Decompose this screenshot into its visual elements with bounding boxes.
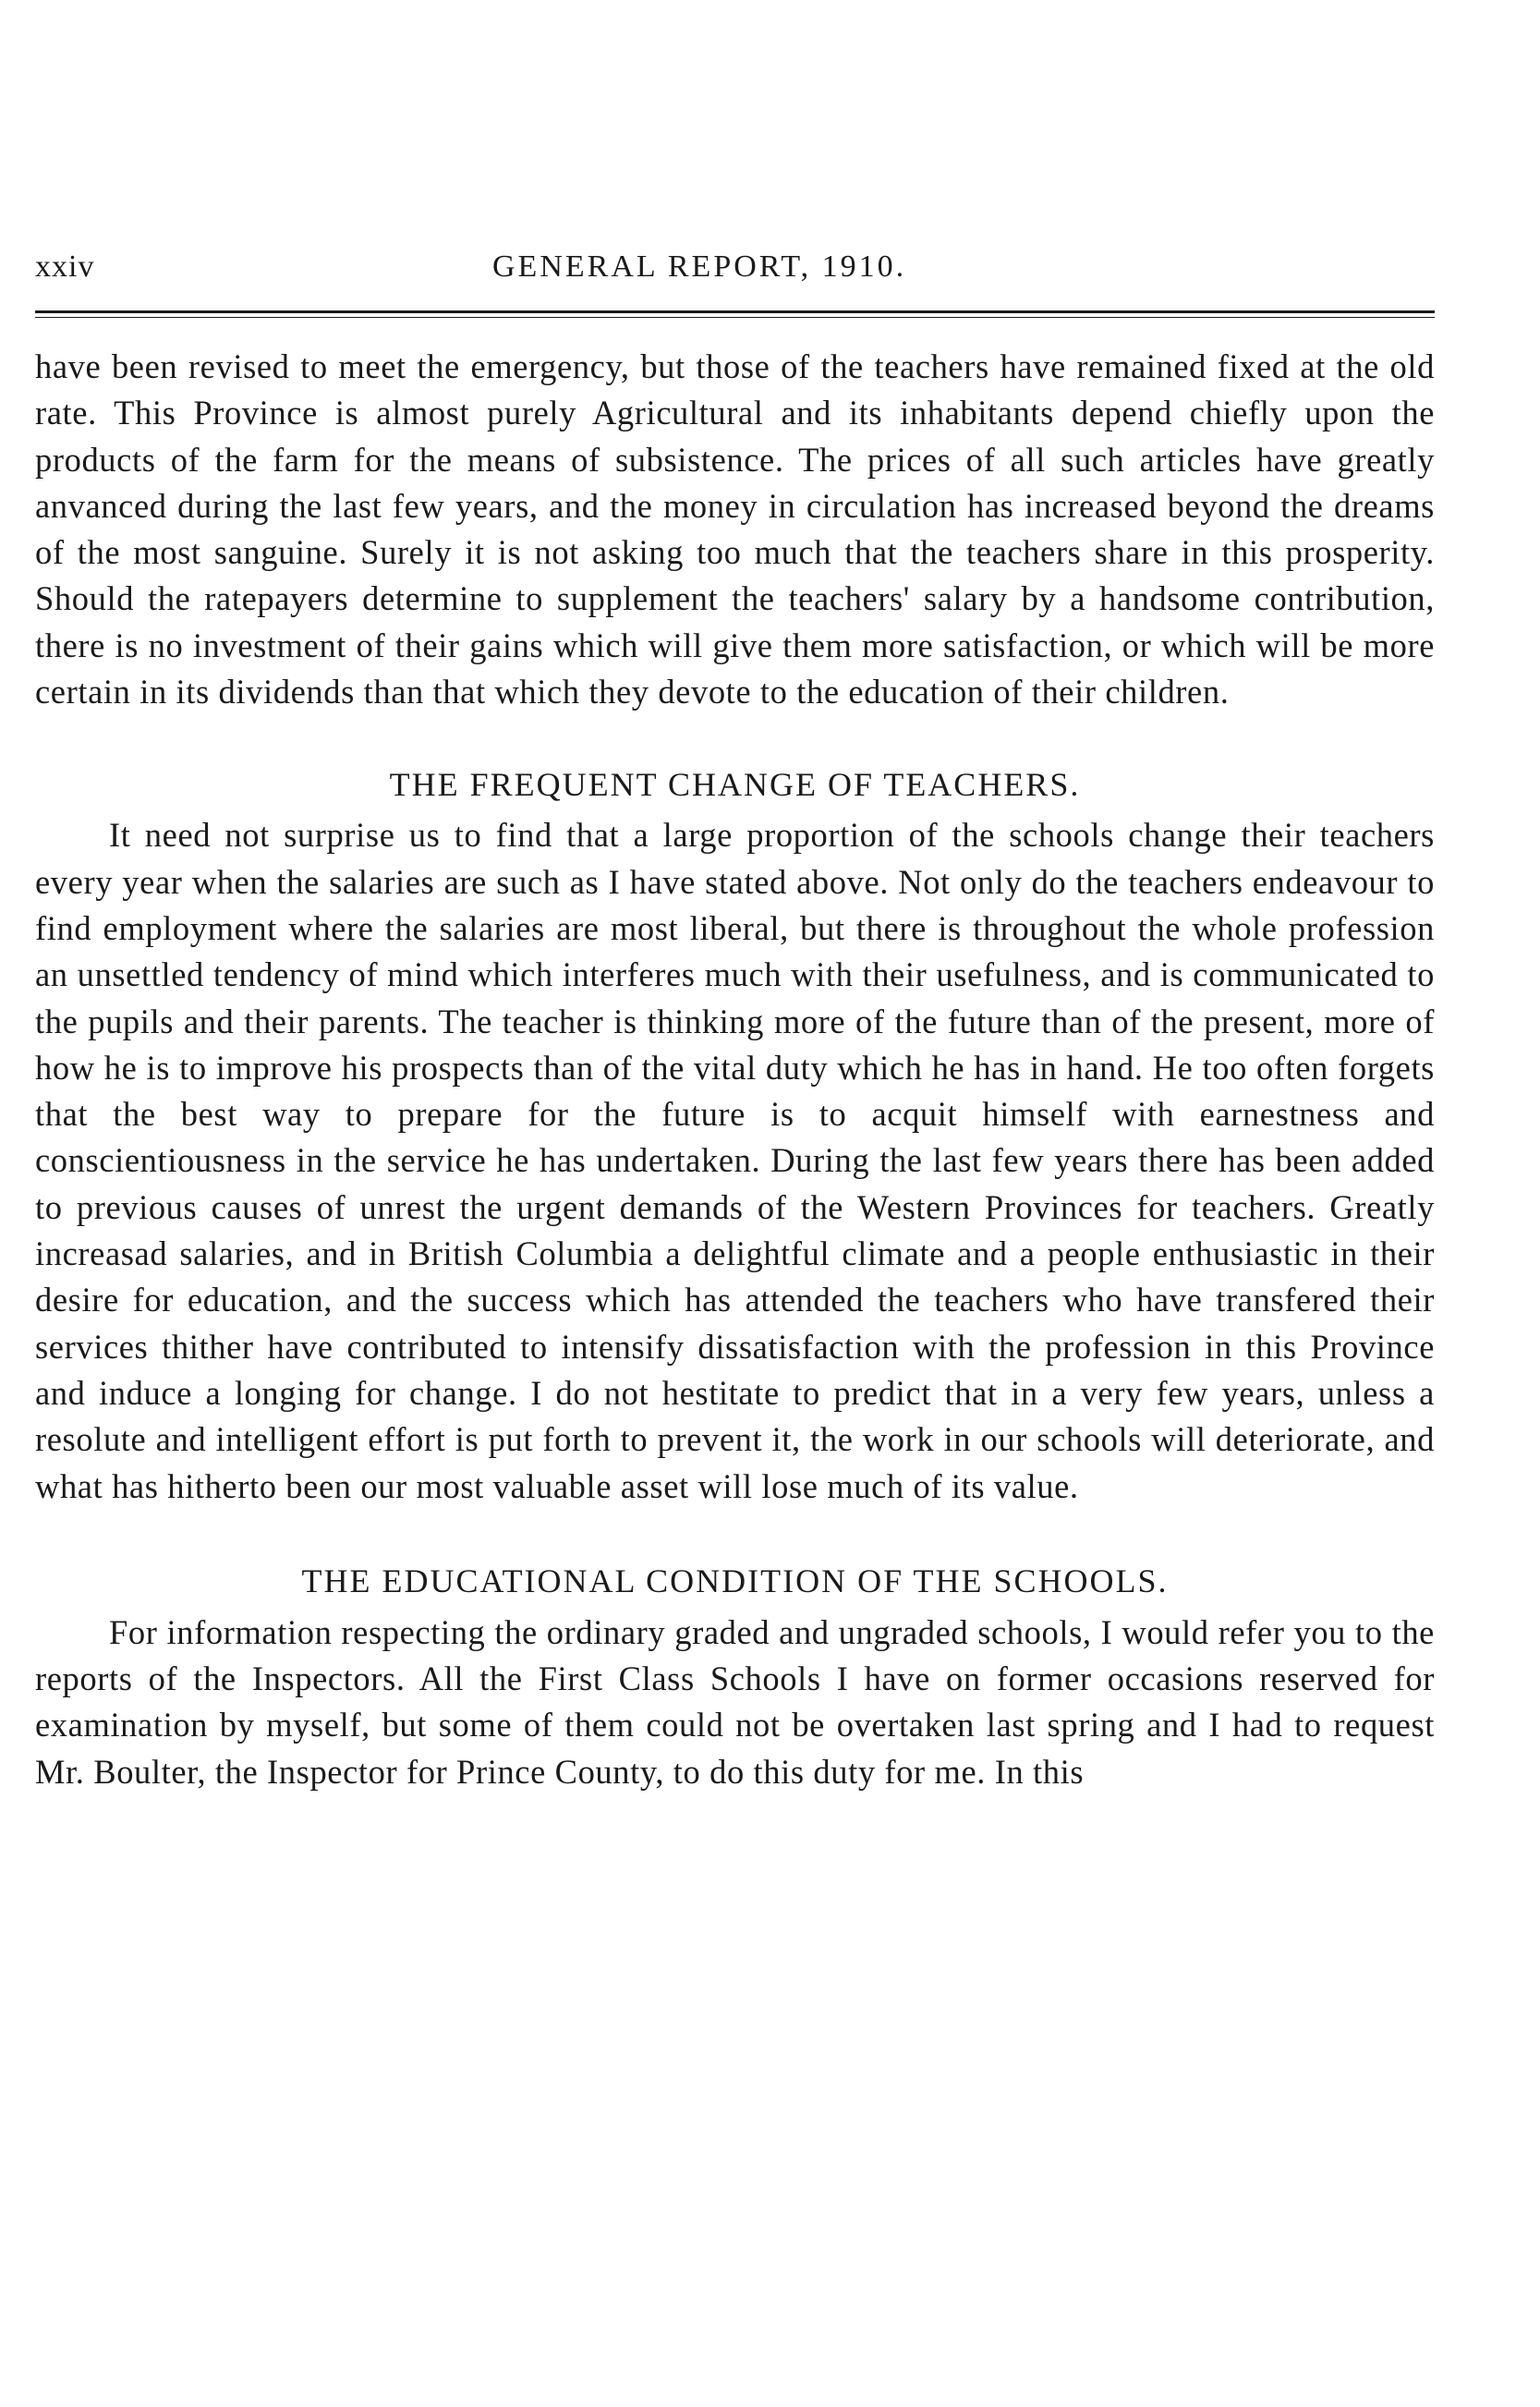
paragraph-frequent-change: It need not surprise us to find that a large proportion of the schools change their teachers every year when the salaries are such as I have stated above. Not only do the teachers endeavour to find employment where the salaries are most liberal, but there is throughout the whole profession an unsettled tendency of mind which interferes much with their usefulness, and is communicated to the pupils and their parents. The teacher is thinking more of the future than of the present, more of how he is to improve his prospects than of the vital duty which he has in hand. He too often forgets that the best way to prepare for the future is to acquit himself with earnestness and conscientiousness in the service he has undertaken. During the last few years there has been added to previous causes of unrest the urgent demands of the Western Provinces for teachers. Greatly increasad salaries, and in British Columbia a delightful climate and a people enthusiastic in their desire for education, and the success which has attended the teachers who have transfered their services thither have contributed to intensify dissatisfaction with the profession in this Province and induce a longing for change. I do not hestitate to predict that in a very few years, unless a resolute and intelligent effort is put forth to prevent it, the work in our schools will deteriorate, and what has hitherto been our most valuable asset will lose much of its value. [35, 816, 1435, 1505]
paragraph-educational-condition: For information respecting the ordinary graded and ungraded schools, I would refer you to the reports of the Inspectors. All the First Class Schools I have on former occasions reserved for examination by myself, but some of them could not be overtaken last spring and I had to request Mr. Boulter, the Inspector for Prince County, to do this duty for me. In this [35, 1612, 1435, 1791]
running-header [35, 249, 1435, 290]
paragraph-continued: have been revised to meet the emergency, but those of the teachers have remained fixed at the old rate. This Province is almost purely Agricultural and its inhabitants depend chiefly upon the products of the farm for the means of subsistence. The prices of all such articles have greatly anvanced during the last few years, and the money in circulation has increased beyond the dreams of the most sanguine. Surely it is not asking too much that the teachers share in this prosperity. Should the ratepayers determine to supplement the teachers' salary by a handsome contribution, there is no investment of their gains which will give them more satisfaction, or which will be more certain in its dividends than that which they devote to the education of their children. [35, 347, 1435, 711]
section-heading-frequent-change: THE FREQUENT CHANGE OF TEACHERS. [389, 766, 1081, 804]
header-rule [35, 310, 1435, 318]
page-number: xxiv [35, 249, 95, 284]
body-text [35, 344, 1435, 1795]
document-page [35, 249, 1435, 1795]
running-title: GENERAL REPORT, 1910. [492, 249, 907, 284]
section-heading-educational-condition: THE EDUCATIONAL CONDITION OF THE SCHOOLS. [301, 1562, 1169, 1599]
